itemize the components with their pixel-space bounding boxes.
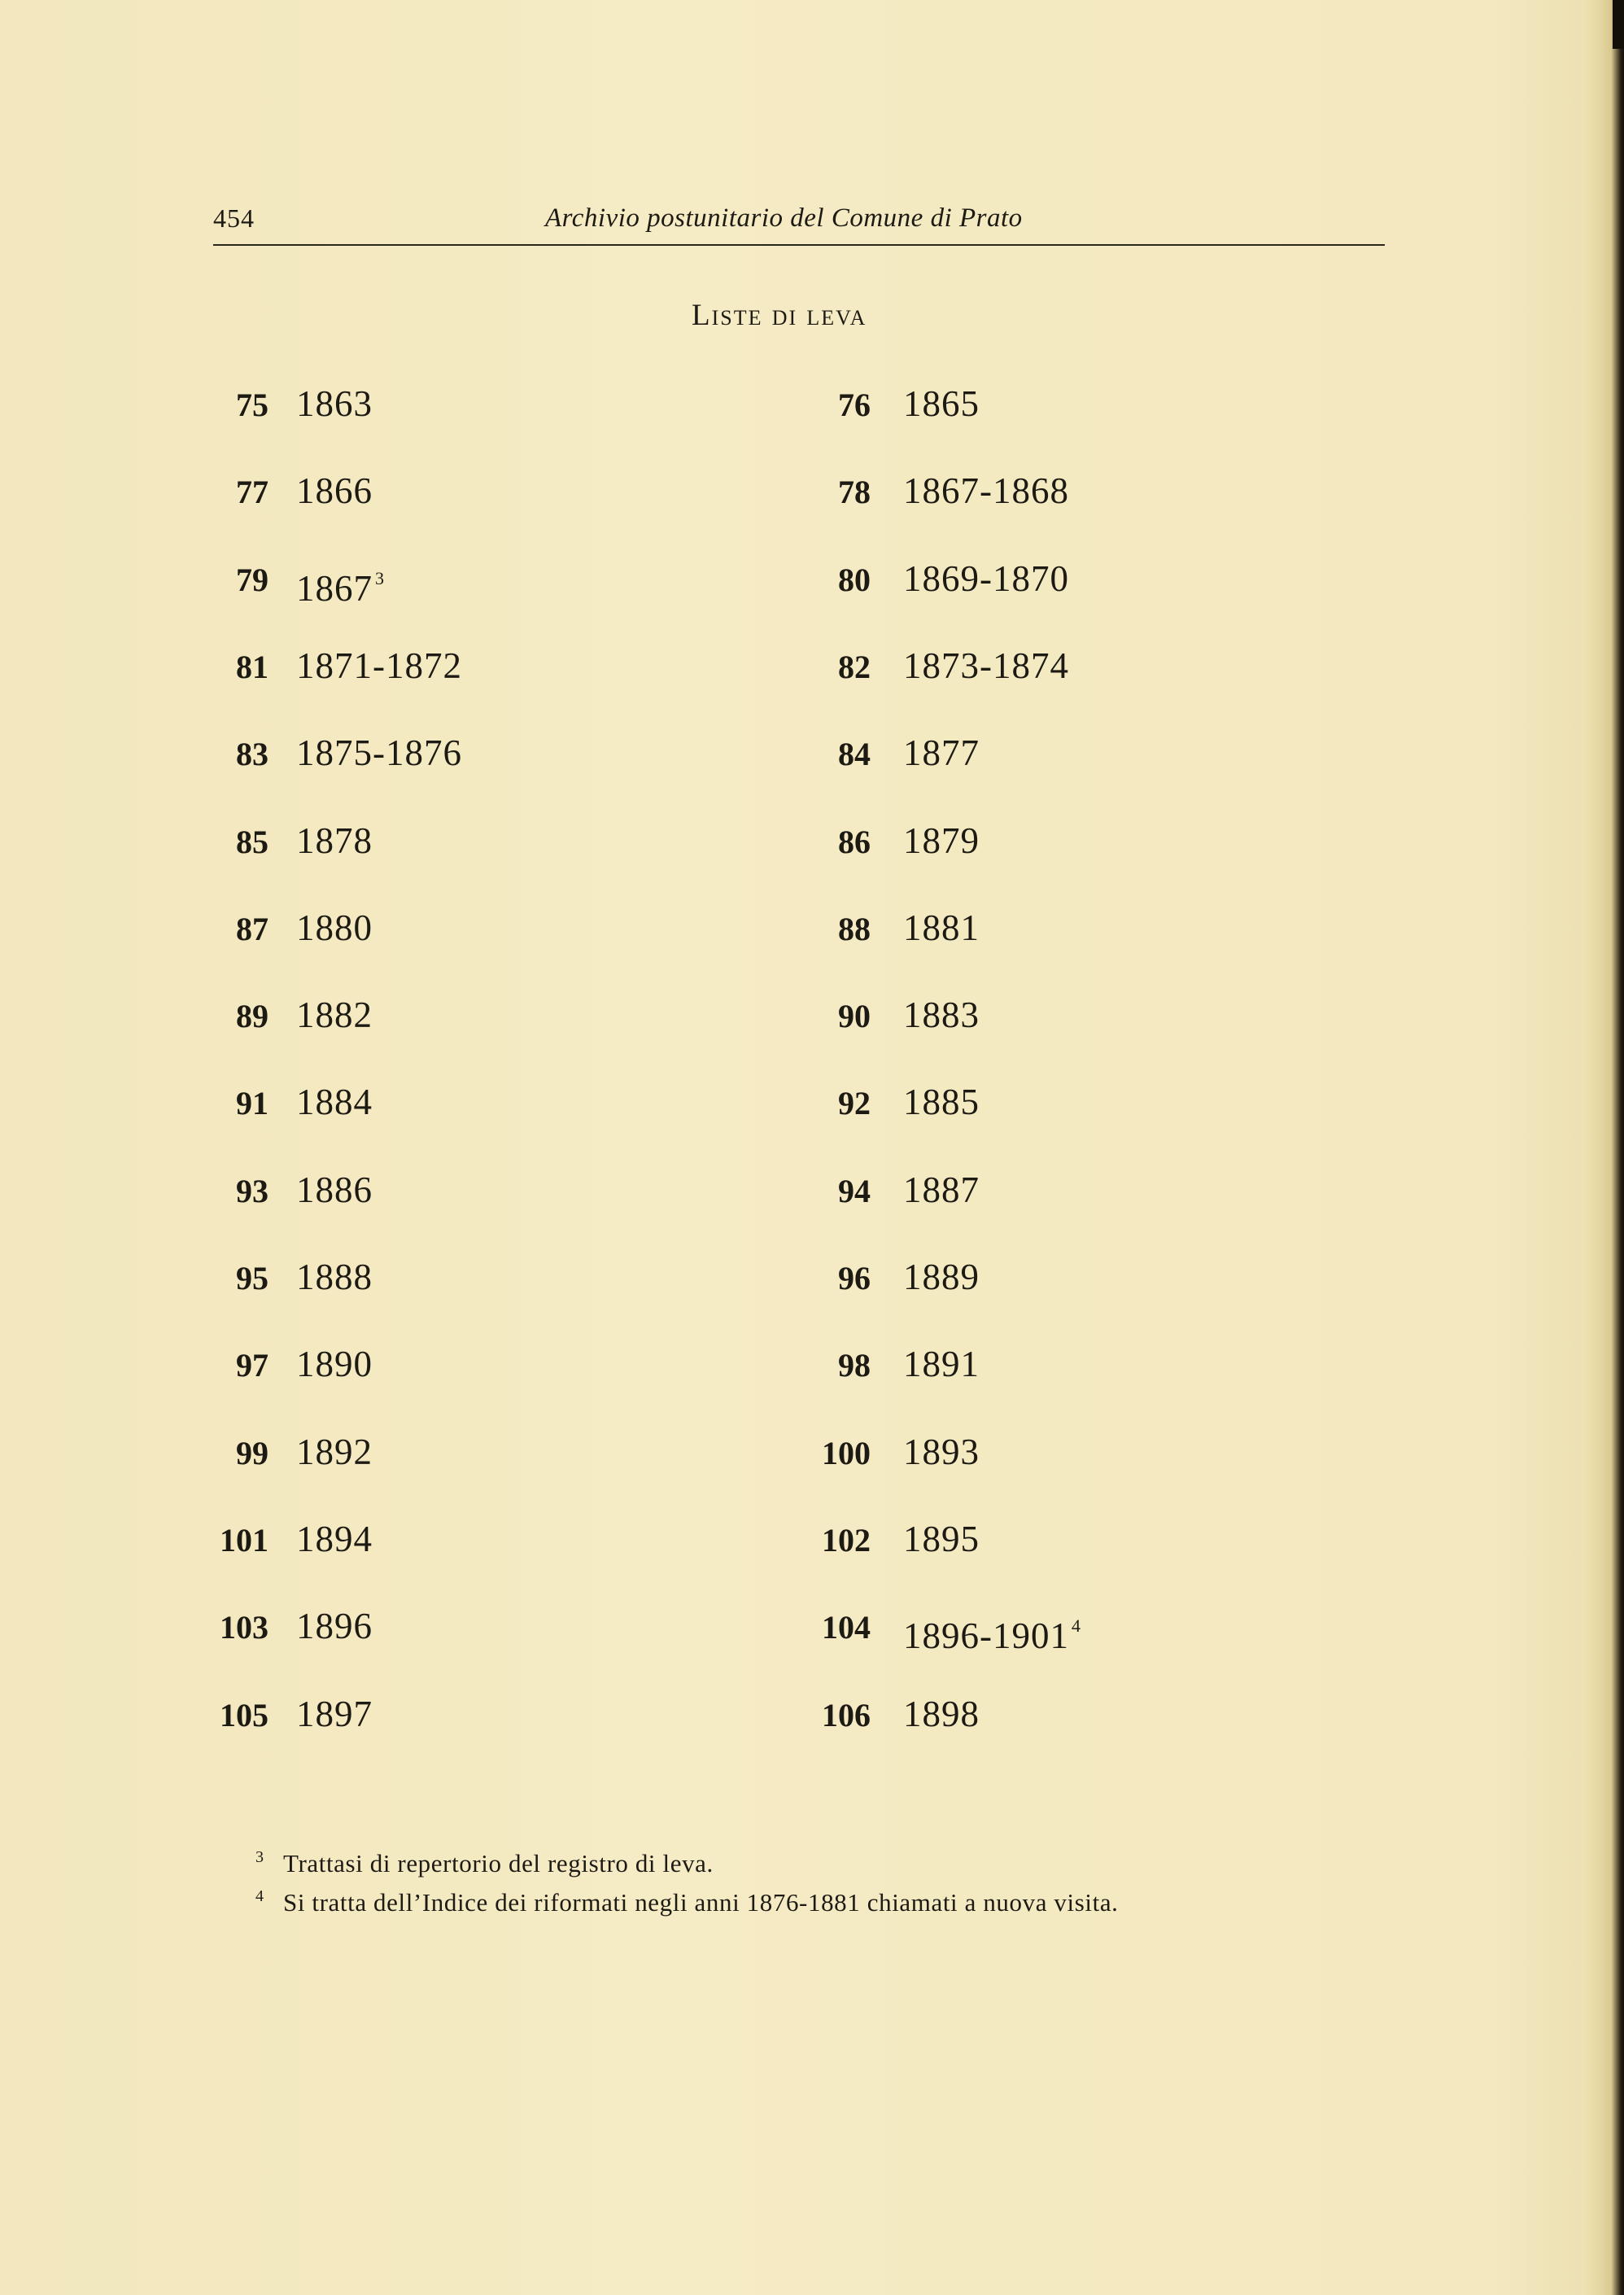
entry-year-text: 1881 bbox=[903, 907, 980, 948]
entry-row bbox=[0, 1603, 1624, 1668]
entry-number: 78 bbox=[838, 474, 871, 511]
entry-number: 76 bbox=[838, 387, 871, 423]
entry-year-text: 1884 bbox=[296, 1082, 373, 1123]
entry-row bbox=[0, 1341, 1624, 1406]
entry-year bbox=[903, 1690, 980, 1738]
entry-number: 90 bbox=[838, 998, 871, 1035]
entry-year bbox=[903, 728, 980, 777]
entry-year bbox=[296, 728, 462, 777]
entry-year bbox=[903, 1078, 980, 1126]
entry-row bbox=[0, 992, 1624, 1057]
entry-number: 89 bbox=[236, 998, 268, 1035]
section-title: Liste di leva bbox=[692, 299, 867, 332]
entry-number: 83 bbox=[236, 736, 268, 773]
entry-row bbox=[0, 468, 1624, 533]
entry-number: 80 bbox=[838, 561, 871, 598]
entry-number: 102 bbox=[822, 1521, 871, 1558]
entry-year-text: 1878 bbox=[296, 820, 373, 861]
entry-year bbox=[296, 1515, 373, 1563]
entry-year-text: 1883 bbox=[903, 994, 980, 1036]
entry-number: 103 bbox=[220, 1609, 268, 1646]
entry-row bbox=[0, 1079, 1624, 1144]
entry-year-text: 1865 bbox=[903, 383, 980, 424]
entry-year bbox=[903, 1165, 980, 1214]
entry-year bbox=[296, 1252, 373, 1301]
entry-number: 75 bbox=[236, 387, 268, 423]
footnote-text: Si tratta dell’Indice dei riformati negli anni 1876-1881 chiamati a nuova visita. bbox=[283, 1888, 1119, 1917]
entry-year bbox=[296, 1340, 373, 1388]
entry-year-text: 1871-1872 bbox=[296, 645, 462, 686]
entry-year-text: 1897 bbox=[296, 1693, 373, 1734]
entry-year-text: 1873-1874 bbox=[903, 645, 1069, 686]
entry-row bbox=[0, 1167, 1624, 1232]
entry-year-text: 1889 bbox=[903, 1257, 980, 1297]
entry-year-text: 1894 bbox=[296, 1518, 373, 1559]
entry-year bbox=[296, 1165, 373, 1214]
entry-number: 88 bbox=[838, 910, 871, 947]
footnote-3 bbox=[255, 1841, 1346, 1880]
entry-year-text: 1898 bbox=[903, 1693, 980, 1734]
entry-year bbox=[296, 1078, 373, 1126]
entry-year bbox=[296, 1602, 373, 1650]
entry-number: 84 bbox=[838, 736, 871, 773]
entry-row bbox=[0, 643, 1624, 708]
entry-number: 86 bbox=[838, 823, 871, 860]
entry-year-text: 1886 bbox=[296, 1169, 373, 1210]
entry-year-text: 1887 bbox=[903, 1169, 980, 1210]
entry-number: 79 bbox=[236, 561, 268, 598]
entry-year-text: 1892 bbox=[296, 1431, 373, 1472]
entry-year-text: 1891 bbox=[903, 1344, 980, 1385]
entry-year bbox=[296, 554, 385, 613]
entry-number: 85 bbox=[236, 823, 268, 860]
entry-year bbox=[296, 466, 373, 515]
entry-number: 91 bbox=[236, 1085, 268, 1122]
footnote-reference: 3 bbox=[375, 567, 385, 588]
entry-row bbox=[0, 381, 1624, 446]
entry-year-text: 1879 bbox=[903, 820, 980, 861]
entry-year bbox=[903, 1427, 980, 1476]
entry-year bbox=[903, 990, 980, 1039]
entry-year bbox=[903, 903, 980, 952]
entry-number: 93 bbox=[236, 1172, 268, 1209]
entry-number: 94 bbox=[838, 1172, 871, 1209]
entry-year-text: 1890 bbox=[296, 1344, 373, 1385]
entry-number: 82 bbox=[838, 648, 871, 685]
entry-year bbox=[296, 1427, 373, 1476]
entry-year-text: 1863 bbox=[296, 383, 373, 424]
footnote-reference: 4 bbox=[1072, 1615, 1081, 1637]
entry-number: 105 bbox=[220, 1696, 268, 1733]
entry-row bbox=[0, 1429, 1624, 1494]
entry-year-text: 1895 bbox=[903, 1518, 980, 1559]
entry-row bbox=[0, 1691, 1624, 1756]
entry-row bbox=[0, 1516, 1624, 1581]
entry-year-text: 1896-1901 bbox=[903, 1615, 1069, 1657]
entry-number: 106 bbox=[822, 1696, 871, 1733]
entry-year bbox=[903, 641, 1069, 690]
entry-year bbox=[903, 554, 1069, 603]
entry-year-text: 1882 bbox=[296, 994, 373, 1036]
entry-number: 87 bbox=[236, 910, 268, 947]
entry-row bbox=[0, 730, 1624, 795]
entry-number: 95 bbox=[236, 1260, 268, 1296]
entry-year bbox=[296, 641, 462, 690]
entry-year bbox=[903, 1515, 980, 1563]
entry-number: 77 bbox=[236, 474, 268, 511]
entry-number: 97 bbox=[236, 1347, 268, 1384]
entry-year bbox=[296, 903, 373, 952]
running-title: Archivio postunitario del Comune di Prato bbox=[545, 203, 1023, 233]
entry-number: 96 bbox=[838, 1260, 871, 1296]
entry-year-text: 1885 bbox=[903, 1082, 980, 1123]
entry-year-text: 1866 bbox=[296, 470, 373, 512]
entry-year bbox=[903, 1340, 980, 1388]
entry-row bbox=[0, 556, 1624, 621]
entry-year-text: 1875-1876 bbox=[296, 732, 462, 774]
entry-year bbox=[903, 379, 980, 428]
entry-year bbox=[296, 816, 373, 865]
entry-year-text: 1867 bbox=[296, 567, 373, 609]
entry-number: 101 bbox=[220, 1521, 268, 1558]
entry-year-text: 1896 bbox=[296, 1606, 373, 1647]
entry-year bbox=[296, 1690, 373, 1738]
entry-year-text: 1893 bbox=[903, 1431, 980, 1472]
footnotes bbox=[255, 1841, 1346, 1919]
entry-year-text: 1888 bbox=[296, 1257, 373, 1297]
entry-year bbox=[903, 1602, 1081, 1660]
entry-row bbox=[0, 818, 1624, 883]
entry-year bbox=[296, 379, 373, 428]
entry-number: 99 bbox=[236, 1434, 268, 1471]
entry-year-text: 1869-1870 bbox=[903, 557, 1069, 599]
entry-year bbox=[903, 1252, 980, 1301]
entry-year-text: 1877 bbox=[903, 732, 980, 774]
entry-year-text: 1880 bbox=[296, 907, 373, 948]
footnote-4 bbox=[255, 1880, 1346, 1919]
entry-number: 98 bbox=[838, 1347, 871, 1384]
entry-year bbox=[903, 466, 1069, 515]
entry-number: 92 bbox=[838, 1085, 871, 1122]
entry-row bbox=[0, 905, 1624, 970]
entry-number: 100 bbox=[822, 1434, 871, 1471]
entry-year bbox=[903, 816, 980, 865]
footnote-text: Trattasi di repertorio del registro di leva. bbox=[283, 1849, 714, 1878]
footnote-mark: 4 bbox=[255, 1887, 264, 1905]
entry-row bbox=[0, 1254, 1624, 1319]
entry-year bbox=[296, 990, 373, 1039]
footnote-mark: 3 bbox=[255, 1848, 264, 1866]
entry-number: 104 bbox=[822, 1609, 871, 1646]
page-number: 454 bbox=[213, 203, 255, 233]
entry-number: 81 bbox=[236, 648, 268, 685]
entry-year-text: 1867-1868 bbox=[903, 470, 1069, 512]
